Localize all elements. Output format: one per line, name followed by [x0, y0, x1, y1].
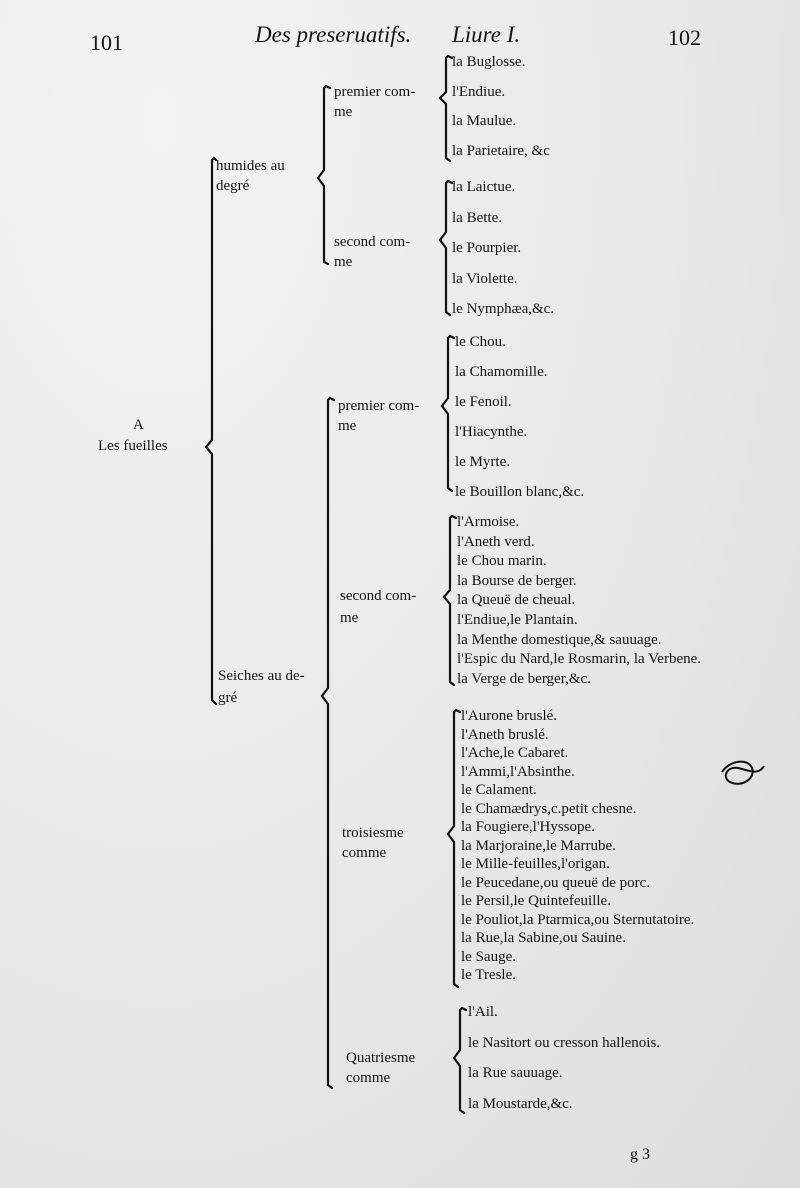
list-item: le Myrte.	[455, 454, 510, 470]
list-item: l'Ammi,l'Absinthe.	[461, 763, 575, 780]
list-item: le Nymphæa,&c.	[452, 301, 555, 317]
root-label: Les fueilles	[98, 438, 168, 454]
subgroup-s-premier-line1: premier com-	[338, 398, 420, 414]
list-item: l'Aneth bruslé.	[461, 726, 549, 743]
group-humides-line1: humides au	[216, 158, 285, 174]
list-item: la Parietaire, &c	[452, 142, 550, 159]
list-item: la Chamomille.	[455, 364, 548, 380]
list-item: le Nasitort ou cresson hallenois.	[468, 1034, 661, 1051]
list-item: la Bette.	[452, 209, 502, 226]
signature-mark: g 3	[630, 1146, 650, 1163]
list-item: l'Aneth verd.	[457, 533, 535, 550]
group-seiches-line2: gré	[218, 690, 238, 706]
h-premier-brace	[440, 56, 452, 161]
list-item: l'Endiue,le Plantain.	[457, 612, 578, 628]
list-item: le Peucedane,ou queuë de porc.	[461, 874, 651, 891]
h-second-brace	[440, 181, 452, 315]
subgroup-s-second-line1: second com-	[340, 588, 417, 604]
right-page-number: 102	[668, 25, 701, 50]
list-item: l'Ache,le Cabaret.	[461, 745, 569, 761]
subgroup-s-quatriesme-line2: comme	[346, 1070, 391, 1086]
list-item: l'Endiue.	[452, 83, 506, 100]
list-item: le Bouillon blanc,&c.	[455, 484, 585, 500]
subgroup-s-troisiesme-line1: troisiesme	[342, 825, 404, 841]
list-item: la Rue,la Sabine,ou Sauine.	[461, 930, 626, 946]
list-item: le Chou.	[455, 334, 506, 350]
list-item: la Buglosse.	[452, 54, 526, 70]
list-item: la Verge de berger,&c.	[457, 670, 591, 687]
s-second-brace	[444, 516, 456, 685]
list-item: l'Aurone bruslé.	[461, 708, 558, 724]
list-item: le Calament.	[461, 782, 537, 798]
list-item: la Bourse de berger.	[457, 572, 577, 589]
list-item: l'Ail.	[468, 1004, 498, 1020]
subgroup-s-second-line2: me	[340, 610, 359, 626]
list-item: le Chou marin.	[457, 553, 547, 570]
s-premier-brace	[442, 336, 454, 491]
list-item: le Mille-feuilles,l'origan.	[461, 856, 610, 872]
list-item: le Sauge.	[461, 948, 516, 965]
list-item: la Violette.	[452, 270, 518, 287]
list-item: l'Hiacynthe.	[455, 424, 528, 440]
s-quatriesme-brace	[454, 1008, 466, 1113]
subgroup-s-troisiesme-line2: comme	[342, 845, 387, 861]
list-item: l'Armoise.	[457, 514, 520, 530]
list-item: la Rue sauuage.	[468, 1065, 563, 1081]
list-item: le Persil,le Quintefeuille.	[461, 893, 611, 909]
list-item: la Moustarde,&c.	[468, 1095, 573, 1112]
left-page-number: 101	[90, 30, 123, 55]
subgroup-h-second-line1: second com-	[334, 234, 411, 250]
list-item: le Pourpier.	[452, 240, 522, 256]
running-title: Des preseruatifs.	[255, 22, 412, 47]
subgroup-h-second-line2: me	[334, 254, 353, 270]
ink-doodle	[722, 762, 764, 784]
seiches-brace	[322, 398, 334, 1088]
list-item: la Maulue.	[452, 113, 517, 129]
list-item: la Laictue.	[452, 179, 516, 195]
list-item: la Menthe domestique,& sauuage.	[457, 631, 662, 648]
list-item: l'Espic du Nard,le Rosmarin, la Verbene.	[457, 651, 702, 668]
subgroup-h-premier-line2: me	[334, 104, 353, 120]
s-troisiesme-brace	[448, 710, 460, 987]
list-item: la Fougiere,l'Hyssope.	[461, 819, 595, 835]
subgroup-s-quatriesme-line1: Quatriesme	[346, 1050, 416, 1066]
list-item: le Tresle.	[461, 967, 517, 983]
root-brace	[206, 158, 216, 704]
subgroup-h-premier-line1: premier com-	[334, 84, 416, 100]
book-label: Liure I.	[452, 22, 521, 47]
list-item: la Marjoraine,le Marrube.	[461, 837, 616, 854]
list-item: le Chamædrys,c.petit chesne.	[461, 800, 637, 817]
list-item: le Fenoil.	[455, 394, 512, 410]
subgroup-s-premier-line2: me	[338, 418, 357, 434]
group-humides-line2: degré	[216, 178, 250, 194]
humides-brace	[318, 86, 330, 264]
list-item: le Pouliot,la Ptarmica,ou Sternutatoire.	[461, 911, 695, 928]
root-marker: A	[133, 417, 144, 433]
list-item: la Queuë de cheual.	[457, 592, 576, 609]
group-seiches-line1: Seiches au de-	[218, 668, 305, 684]
